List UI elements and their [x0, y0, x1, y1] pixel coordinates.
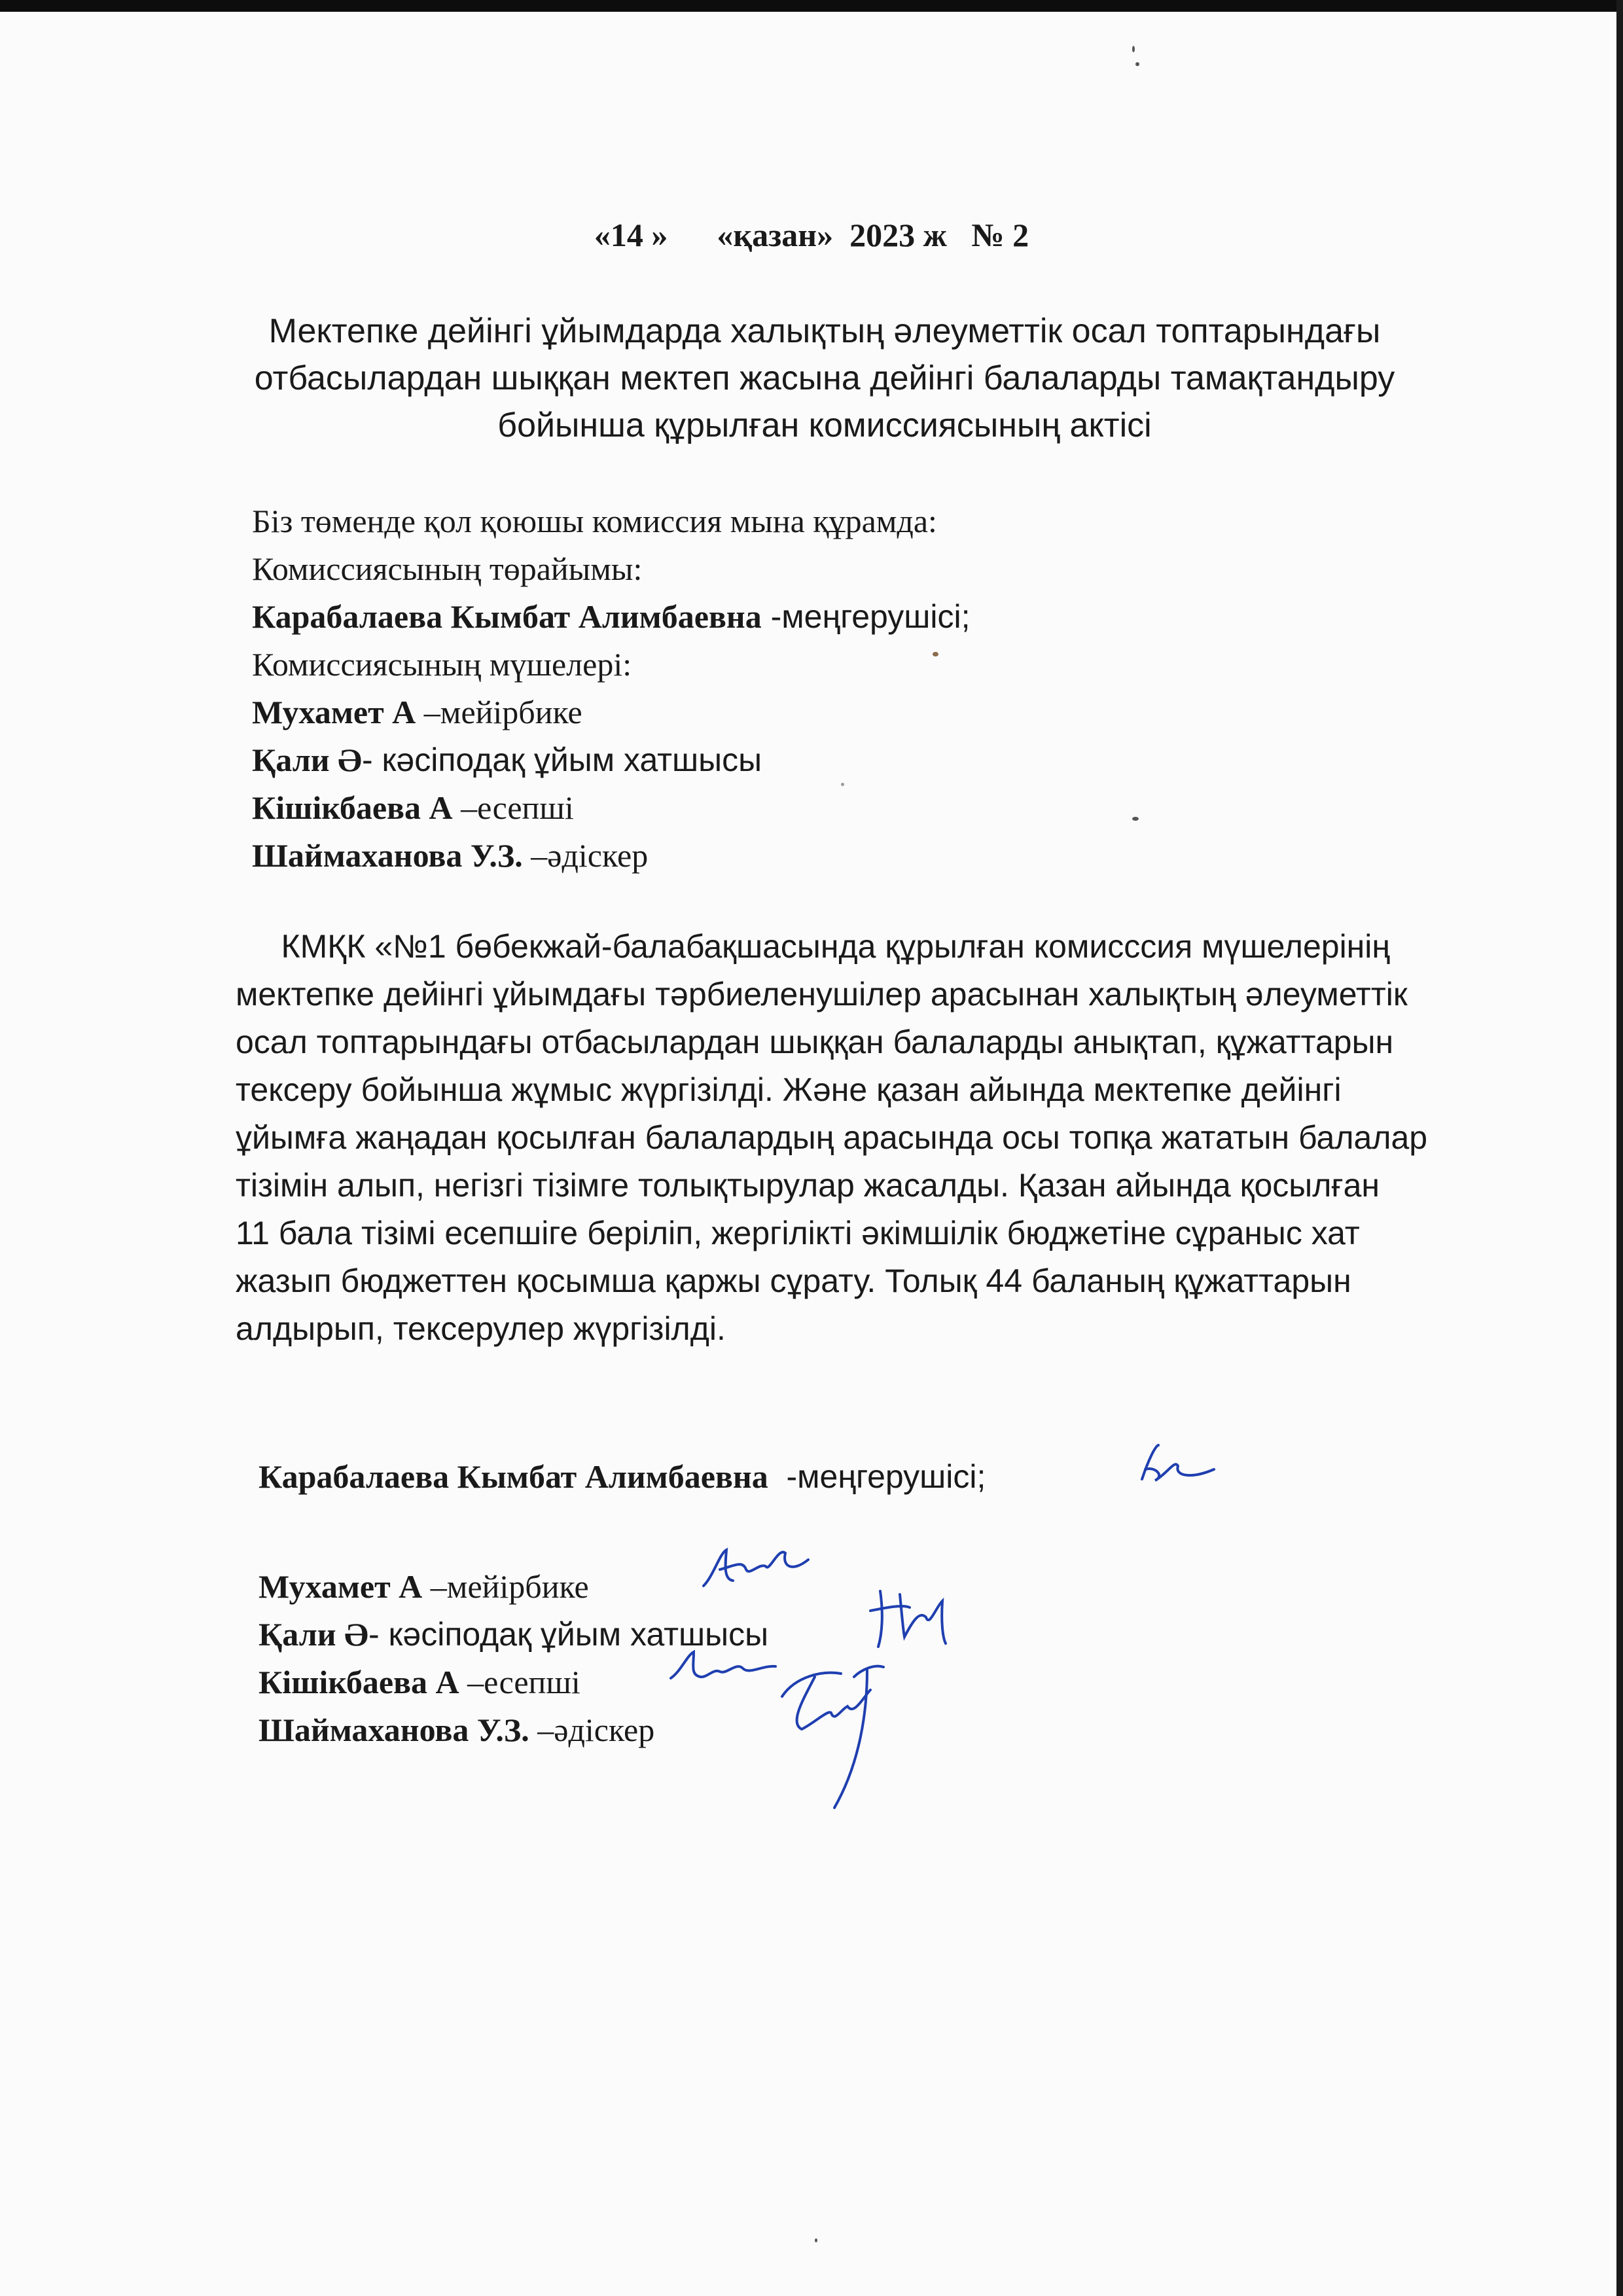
title-line: отбасылардан шыққан мектеп жасына дейінгі балаларды тамақтандыру — [254, 359, 1395, 397]
document-title — [196, 308, 1453, 449]
title-line: Мектепке дейінгі ұйымдарда халықтың әлеуметтік осал топтарындағы — [268, 312, 1381, 350]
member-role: - кәсіподақ ұйым хатшысы — [362, 742, 762, 778]
body-line: ұйымға жаңадан қосылған балалардың арасында осы топқа жататын балалар — [236, 1119, 1428, 1156]
act-body-paragraph — [236, 923, 1531, 1353]
body-line: мектепке дейінгі ұйымдағы тәрбиеленушілер арасынан халықтың әлеуметтік — [236, 976, 1408, 1013]
member-role: –мейірбике — [416, 694, 582, 730]
member-name: Кішікбаева А — [252, 789, 453, 826]
body-line: КМҚК «№1 бөбекжай-балабақшасында құрылған комисссия мүшелерінің — [236, 928, 1391, 965]
signer-role: -меңгерушісі; — [768, 1458, 986, 1495]
handwritten-signature — [769, 1651, 900, 1821]
scan-speck — [815, 2238, 817, 2242]
signature-block — [259, 1453, 1175, 1754]
signer-role: –есепші — [459, 1664, 580, 1700]
handwritten-signature — [664, 1645, 782, 1698]
signature-entry-chair — [259, 1453, 1175, 1501]
commission-composition — [252, 497, 1430, 880]
signer-name: Шаймаханова У.З. — [259, 1712, 529, 1748]
body-line: осал топтарындағы отбасылардан шыққан балаларды анықтап, құжаттарын — [236, 1024, 1394, 1060]
signer-role: - кәсіподақ ұйым хатшысы — [368, 1616, 769, 1653]
signer-role: –мейірбике — [422, 1568, 589, 1605]
date-day: «14 » — [594, 217, 668, 253]
handwritten-signature — [864, 1575, 955, 1653]
chair-entry — [252, 593, 1430, 641]
body-line: алдырып, тексерулер жүргізілді. — [236, 1310, 726, 1347]
signature-entry — [259, 1659, 1175, 1706]
members-label: Комиссиясының мүшелері: — [252, 646, 632, 683]
member-role: –есепші — [452, 789, 574, 826]
scan-speck — [1135, 62, 1139, 66]
chair-name: Карабалаева Кымбат Алимбаевна — [252, 598, 762, 635]
member-entry — [252, 832, 1430, 880]
member-entry — [252, 784, 1430, 832]
signer-name: Мухамет А — [259, 1568, 423, 1605]
scan-right-edge — [1616, 0, 1623, 2296]
date-month: «қазан» — [717, 217, 834, 253]
body-line: 11 бала тізімі есепшіге беріліп, жергілікті әкімшілік бюджетіне сұраныс хат — [236, 1215, 1360, 1251]
member-name: Мухамет А — [252, 694, 416, 730]
title-line: бойынша құрылған комиссиясының актісі — [497, 406, 1152, 444]
body-line: тексеру бойынша жұмыс жүргізілді. Және қазан айында мектепке дейінгі — [236, 1071, 1342, 1108]
body-line: тізімін алып, негізгі тізімге толықтырулар жасалды. Қазан айында қосылған — [236, 1167, 1380, 1204]
commission-intro: Біз төменде қол қоюшы комиссия мына құрамда: — [252, 503, 937, 539]
member-role: –әдіскер — [522, 837, 649, 874]
handwritten-signature — [1129, 1440, 1221, 1499]
document-number: № 2 — [971, 217, 1029, 253]
member-name: Қали Ә — [252, 742, 362, 778]
body-line: жазып бюджеттен қосымша қаржы сұрату. Толық 44 баланың құжаттарын — [236, 1263, 1351, 1299]
member-entry — [252, 689, 1430, 736]
signer-name: Карабалаева Кымбат Алимбаевна — [259, 1458, 768, 1495]
signature-entry — [259, 1706, 1175, 1754]
signer-name: Кішікбаева А — [259, 1664, 459, 1700]
chair-label: Комиссиясының төрайымы: — [252, 550, 643, 587]
member-name: Шаймаханова У.З. — [252, 837, 523, 874]
chair-role: -меңгерушісі; — [761, 598, 971, 635]
signature-entry — [259, 1563, 1175, 1611]
document-date-line — [0, 216, 1623, 254]
scan-speck — [1132, 46, 1135, 52]
signer-name: Қали Ә — [259, 1616, 368, 1653]
handwritten-signature — [694, 1540, 818, 1599]
date-year: 2023 ж — [849, 217, 947, 253]
signer-role: –әдіскер — [529, 1712, 655, 1748]
member-entry — [252, 736, 1430, 784]
scan-top-edge — [0, 0, 1623, 12]
